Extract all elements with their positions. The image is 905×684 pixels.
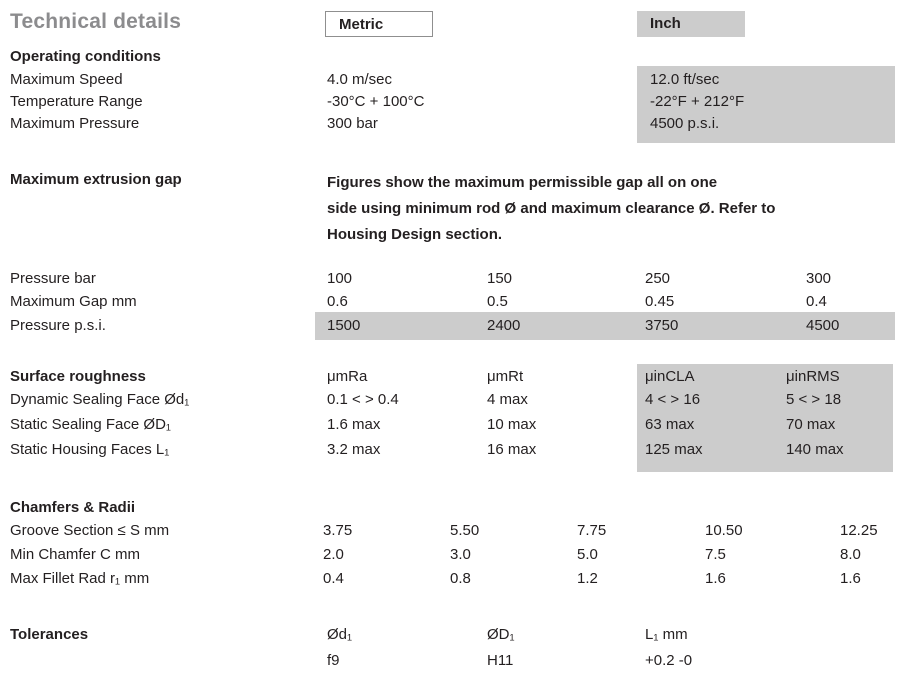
cell-value: 0.5 — [487, 293, 508, 310]
cell-value: 10 max — [487, 416, 537, 433]
column-header: μinCLA — [645, 368, 695, 385]
page-title: Technical details — [10, 10, 182, 33]
row-label: Static Sealing Face ØD₁ — [10, 416, 171, 433]
cell-value: 4 < > 16 — [645, 391, 701, 408]
operating-conditions-heading: Operating conditions — [10, 48, 161, 65]
pressure-bar-row — [0, 269, 905, 289]
row-label: Maximum Speed — [10, 71, 123, 88]
chamfers-row-groove-section — [0, 521, 905, 541]
cell-value: 7.75 — [577, 522, 607, 539]
surface-roughness-heading: Surface roughness — [10, 368, 146, 385]
column-header: μmRa — [327, 368, 368, 385]
roughness-header-row — [0, 367, 905, 387]
pressure-psi-row — [0, 316, 905, 336]
cell-value: 0.45 — [645, 293, 675, 310]
row-label: Dynamic Sealing Face Ød₁ — [10, 391, 190, 408]
row-label: Pressure p.s.i. — [10, 317, 106, 334]
cell-value: 1.6 max — [327, 416, 381, 433]
cell-value: 3750 — [645, 317, 679, 334]
cell-value: 300 — [806, 270, 832, 287]
chamfers-row-max-fillet — [0, 569, 905, 589]
cell-value: 5.50 — [450, 522, 480, 539]
row-label: Maximum Pressure — [10, 115, 140, 132]
cell-value: 0.4 — [806, 293, 827, 310]
inch-value: 12.0 ft/sec — [650, 71, 720, 88]
cell-value: 16 max — [487, 441, 537, 458]
cell-value: 10.50 — [705, 522, 743, 539]
cell-value: 0.1 < > 0.4 — [327, 391, 399, 408]
row-label: Max Fillet Rad r₁ mm — [10, 570, 150, 587]
cell-value: 8.0 — [840, 546, 861, 563]
metric-value: 4.0 m/sec — [327, 71, 393, 88]
column-header: μmRt — [487, 368, 524, 385]
inch-value: 4500 p.s.i. — [650, 115, 720, 132]
cell-value: 3.75 — [323, 522, 353, 539]
row-label: Maximum Gap mm — [10, 293, 137, 310]
cell-value: 1.6 — [840, 570, 861, 587]
tolerances-heading: Tolerances — [10, 626, 89, 643]
cell-value: 4500 — [806, 317, 840, 334]
chamfers-radii-heading: Chamfers & Radii — [10, 499, 136, 516]
cell-value: 5 < > 18 — [786, 391, 842, 408]
cell-value: 2400 — [487, 317, 521, 334]
row-label: Temperature Range — [10, 93, 143, 110]
cell-value: 125 max — [645, 441, 703, 458]
row-label: Min Chamfer C mm — [10, 546, 141, 563]
column-header: μinRMS — [786, 368, 840, 385]
cell-value: 2.0 — [323, 546, 344, 563]
column-header: L₁ mm — [645, 626, 688, 643]
row-label: Static Housing Faces L₁ — [10, 441, 170, 458]
cell-value: 3.2 max — [327, 441, 381, 458]
column-header: ØD₁ — [487, 626, 515, 643]
cell-value: 5.0 — [577, 546, 598, 563]
tolerances-values-row — [0, 651, 905, 671]
cell-value: 1.6 — [705, 570, 726, 587]
inch-value: -22°F + 212°F — [650, 93, 745, 110]
cell-value: 70 max — [786, 416, 836, 433]
metric-column-header: Metric — [325, 11, 433, 37]
cell-value: 0.4 — [323, 570, 344, 587]
roughness-row-static-housing — [0, 440, 905, 460]
row-label: Pressure bar — [10, 270, 96, 287]
cell-value: 3.0 — [450, 546, 471, 563]
cell-value: 140 max — [786, 441, 844, 458]
cell-value: 1.2 — [577, 570, 598, 587]
cell-value: 0.6 — [327, 293, 348, 310]
chamfers-row-min-chamfer — [0, 545, 905, 565]
cell-value: 63 max — [645, 416, 695, 433]
cell-value: +0.2 -0 — [645, 652, 693, 669]
cell-value: 150 — [487, 270, 513, 287]
roughness-row-dynamic-sealing — [0, 390, 905, 410]
row-label: Groove Section ≤ S mm — [10, 522, 170, 539]
cell-value: 1500 — [327, 317, 361, 334]
cell-value: H11 — [487, 652, 514, 669]
inch-column-header: Inch — [637, 11, 745, 37]
tolerances-header-row — [0, 625, 905, 645]
cell-value: 12.25 — [840, 522, 878, 539]
extrusion-gap-heading: Maximum extrusion gap — [10, 171, 182, 188]
roughness-row-static-sealing — [0, 415, 905, 435]
cell-value: 250 — [645, 270, 671, 287]
cell-value: 7.5 — [705, 546, 726, 563]
maximum-gap-row — [0, 292, 905, 312]
cell-value: 100 — [327, 270, 353, 287]
column-header: Ød₁ — [327, 626, 353, 643]
note-line-3: Housing Design section. — [327, 226, 503, 243]
cell-value: f9 — [327, 652, 340, 669]
operating-row-temperature — [0, 92, 905, 112]
cell-value: 0.8 — [450, 570, 471, 587]
note-line-2: side using minimum rod Ø and maximum clearance Ø. Refer to — [327, 200, 776, 217]
note-line-1: Figures show the maximum permissible gap all on one — [327, 174, 718, 191]
operating-row-speed — [0, 70, 905, 90]
extrusion-gap-note — [327, 170, 775, 248]
operating-row-pressure — [0, 114, 905, 134]
metric-value: 300 bar — [327, 115, 378, 132]
metric-value: -30°C + 100°C — [327, 93, 425, 110]
cell-value: 4 max — [487, 391, 528, 408]
